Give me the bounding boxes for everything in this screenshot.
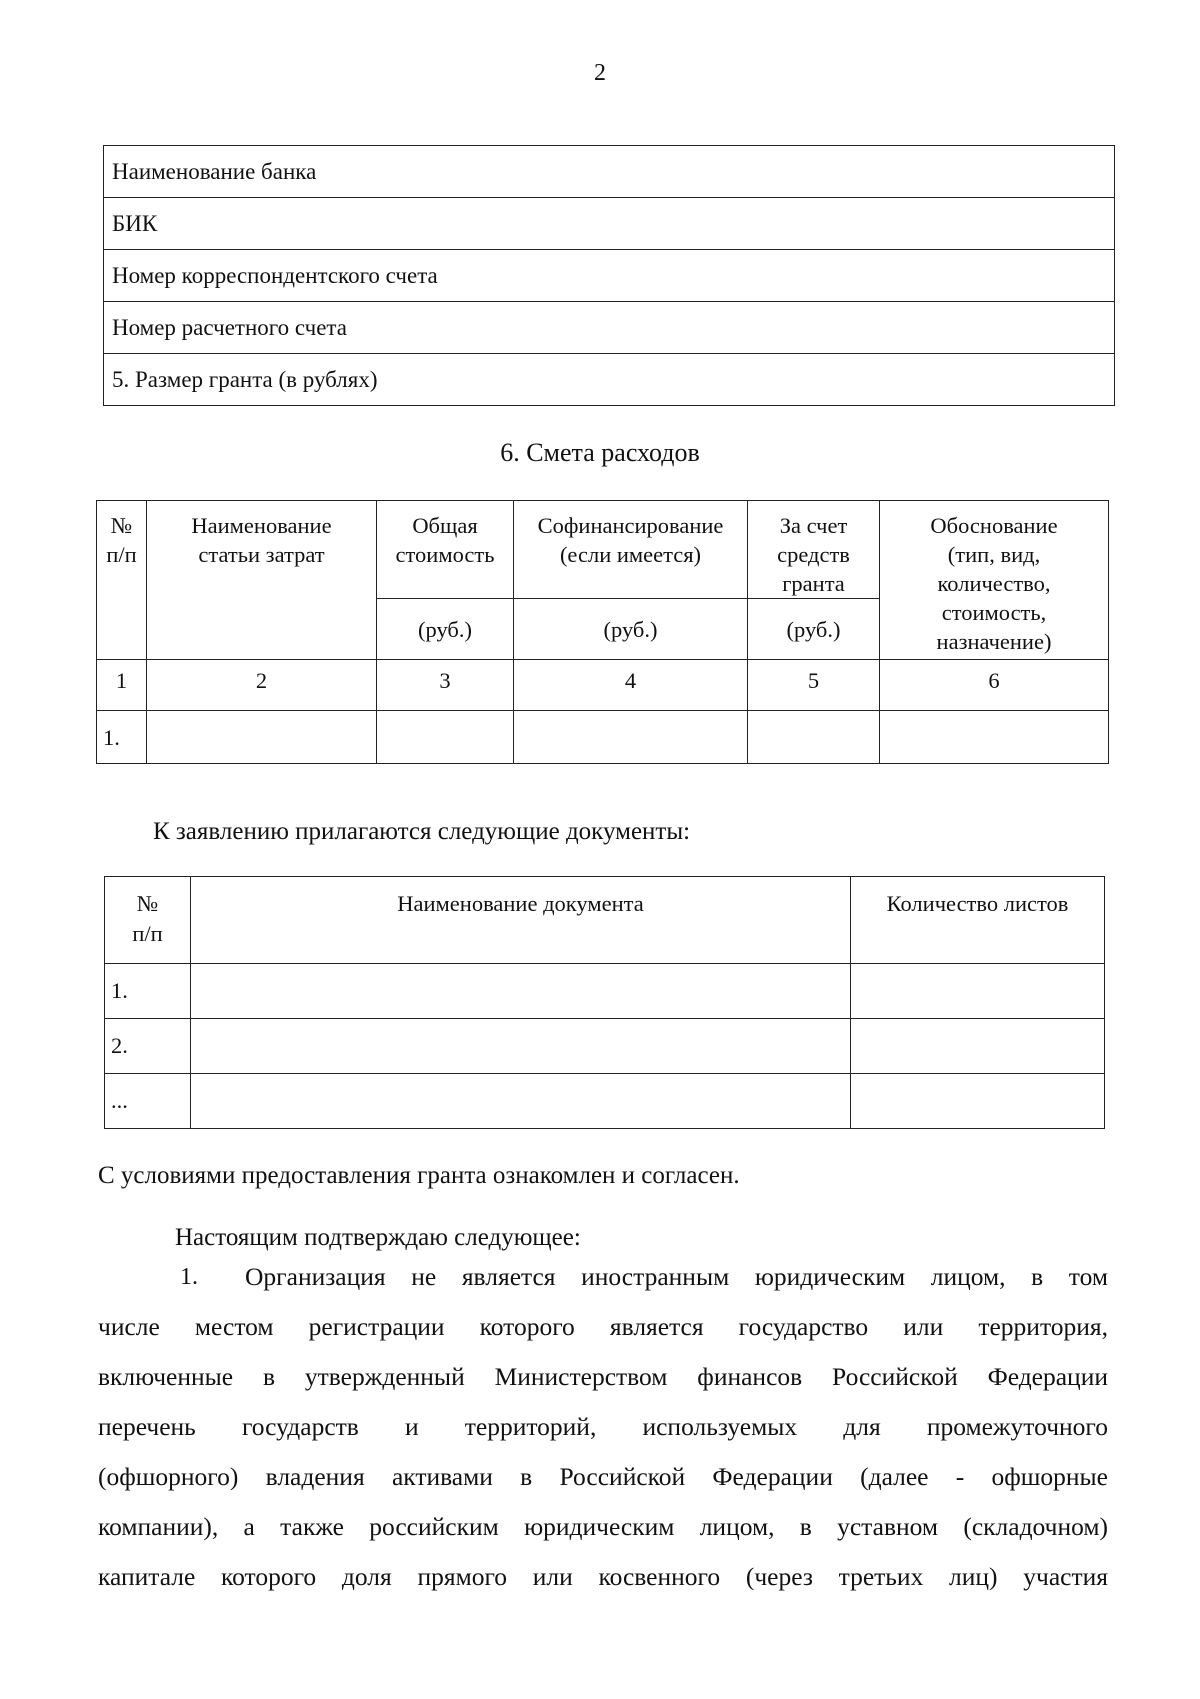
column-number: 5 (748, 660, 880, 711)
paragraph-line: (офшорного) владения активами в Российской Федерации (далее - офшорные (98, 1462, 1108, 1491)
column-number: 6 (880, 660, 1109, 711)
row-number: 1. (97, 711, 147, 764)
settlement-account-label: Номер расчетного счета (104, 302, 1115, 354)
cost-estimate-table (96, 500, 1109, 764)
row-number: 1. (105, 964, 191, 1019)
table-cell (851, 1074, 1105, 1129)
table-cell (514, 711, 748, 764)
row-number: ... (105, 1074, 191, 1129)
column-number: 4 (514, 660, 748, 711)
table-cell (147, 711, 377, 764)
table-cell (191, 964, 851, 1019)
col-grant-header: За счет средств гранта (748, 501, 880, 599)
paragraph-line: перечень государств и территорий, используемых для промежуточного (98, 1412, 1108, 1441)
page-number: 2 (594, 60, 606, 86)
confirmation-intro: Настоящим подтверждаю следующее: (175, 1224, 581, 1251)
column-numbers-row (97, 660, 1109, 711)
doc-name-header: Наименование документа (191, 877, 851, 964)
table-row (104, 354, 1115, 406)
table-row (105, 1019, 1105, 1074)
doc-sheets-header: Количество листов (851, 877, 1105, 964)
agreement-statement: С условиями предоставления гранта ознакомлен и согласен. (98, 1162, 740, 1189)
bank-name-label: Наименование банка (104, 146, 1115, 198)
table-cell (191, 1019, 851, 1074)
row-number: 2. (105, 1019, 191, 1074)
column-number: 2 (147, 660, 377, 711)
paragraph-line: числе местом регистрации которого является государство или территория, (98, 1312, 1108, 1341)
column-number: 3 (377, 660, 514, 711)
table-row (97, 711, 1109, 764)
table-cell (191, 1074, 851, 1129)
table-row (105, 1074, 1105, 1129)
paragraph-line: компании), а также российским юридическим лицом, в уставном (складочном) (98, 1512, 1108, 1541)
table-row (104, 198, 1115, 250)
documents-intro: К заявлению прилагаются следующие документы: (153, 818, 691, 845)
bik-label: БИК (104, 198, 1115, 250)
unit-label: (руб.) (514, 599, 748, 660)
table-row (105, 964, 1105, 1019)
table-cell (748, 711, 880, 764)
paragraph-line: включенные в утвержденный Министерством финансов Российской Федерации (98, 1362, 1108, 1391)
table-cell (880, 711, 1109, 764)
bank-details-table (103, 145, 1115, 406)
paragraph-line: Организация не является иностранным юридическим лицом, в том (245, 1262, 1108, 1291)
column-number: 1 (97, 660, 147, 711)
table-cell (377, 711, 514, 764)
doc-num-header: № п/п (105, 877, 191, 964)
table-cell (851, 964, 1105, 1019)
col-total-header: Общая стоимость (377, 501, 514, 599)
grant-size-label: 5. Размер гранта (в рублях) (104, 354, 1115, 406)
col-justification-header: Обоснование (тип, вид, количество, стоимость, назначение) (880, 501, 1109, 660)
item-number: 1. (180, 1264, 198, 1290)
table-row (104, 146, 1115, 198)
attached-documents-table (104, 876, 1105, 1129)
col-name-header: Наименование статьи затрат (147, 501, 377, 660)
col-num-header: № п/п (97, 501, 147, 660)
table-row (104, 250, 1115, 302)
table-cell (851, 1019, 1105, 1074)
unit-label: (руб.) (748, 599, 880, 660)
corr-account-label: Номер корреспондентского счета (104, 250, 1115, 302)
paragraph-line: капитале которого доля прямого или косвенного (через третьих лиц) участия (98, 1562, 1108, 1591)
col-cofinancing-header: Софинансирование (если имеется) (514, 501, 748, 599)
estimate-title: 6. Смета расходов (500, 438, 700, 467)
table-row (104, 302, 1115, 354)
unit-label: (руб.) (377, 599, 514, 660)
